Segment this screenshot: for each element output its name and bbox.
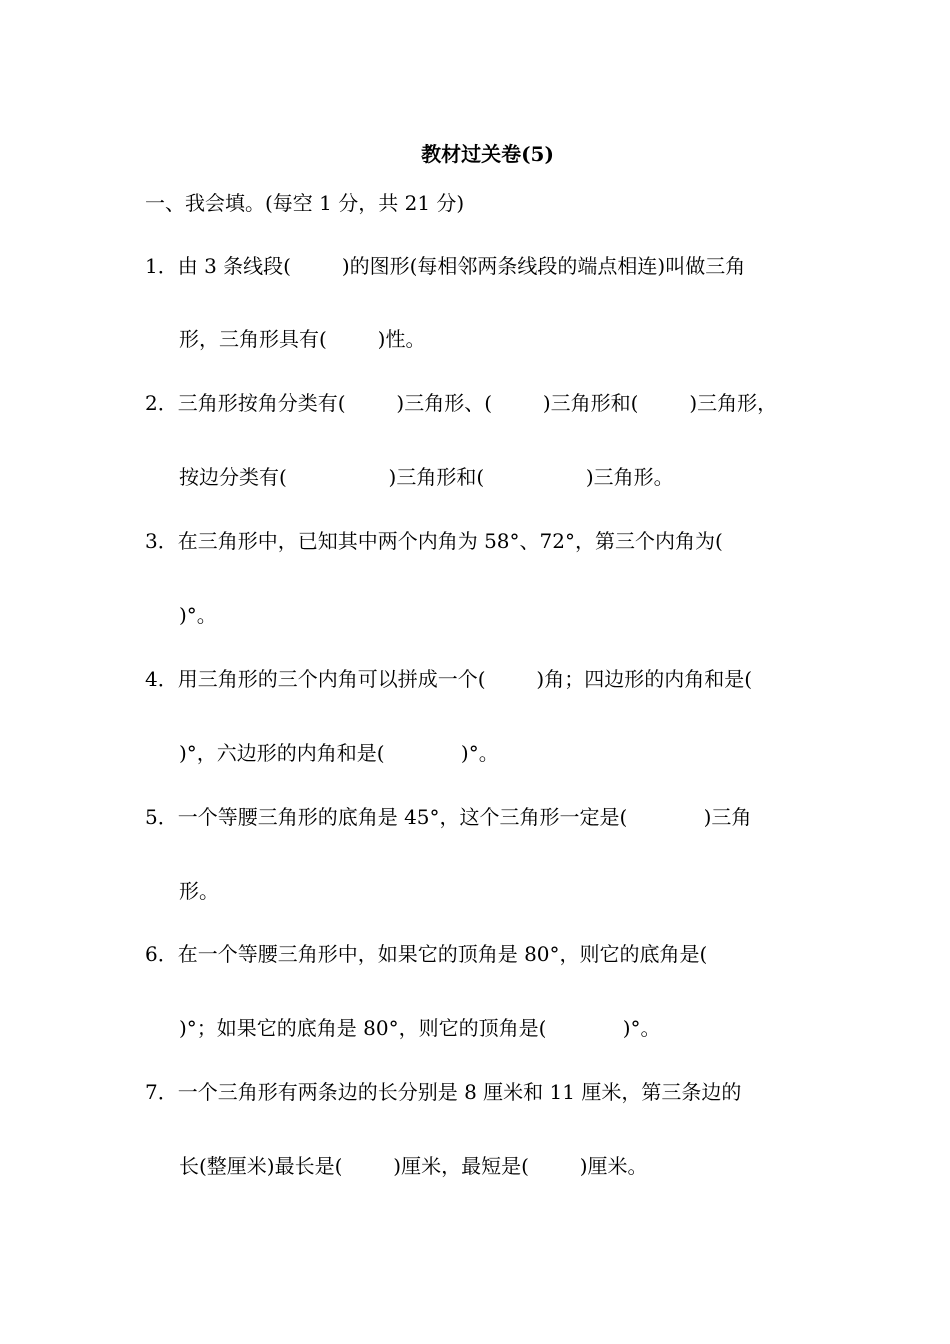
question-4-line-2: )°，六边形的内角和是( )°。 (179, 741, 499, 765)
section-heading: 一、我会填。(每空 1 分，共 21 分) (145, 191, 465, 215)
question-2-line-2: 按边分类有( )三角形和( )三角形。 (179, 465, 674, 489)
question-5-line-1: 5．一个等腰三角形的底角是 45°，这个三角形一定是( )三角 (145, 805, 752, 829)
question-7-line-2: 长(整厘米)最长是( )厘米，最短是( )厘米。 (179, 1154, 648, 1178)
question-3-line-1: 3．在三角形中，已知其中两个内角为 58°、72°，第三个内角为( (145, 529, 723, 553)
question-4-line-1: 4．用三角形的三个内角可以拼成一个( )角；四边形的内角和是( (145, 667, 752, 691)
question-6-line-1: 6．在一个等腰三角形中，如果它的顶角是 80°，则它的底角是( (145, 942, 708, 966)
page-title: 教材过关卷(5) (421, 142, 554, 166)
question-1-line-2: 形，三角形具有( )性。 (179, 327, 426, 351)
question-3-line-2: )°。 (179, 603, 217, 627)
question-6-line-2: )°；如果它的底角是 80°，则它的顶角是( )°。 (179, 1016, 661, 1040)
question-7-line-1: 7．一个三角形有两条边的长分别是 8 厘米和 11 厘米，第三条边的 (145, 1080, 742, 1104)
question-2-line-1: 2．三角形按角分类有( )三角形、( )三角形和( )三角形， (145, 391, 778, 415)
question-5-line-2: 形。 (179, 879, 219, 903)
question-1-line-1: 1．由 3 条线段( )的图形(每相邻两条线段的端点相连)叫做三角 (145, 254, 746, 278)
